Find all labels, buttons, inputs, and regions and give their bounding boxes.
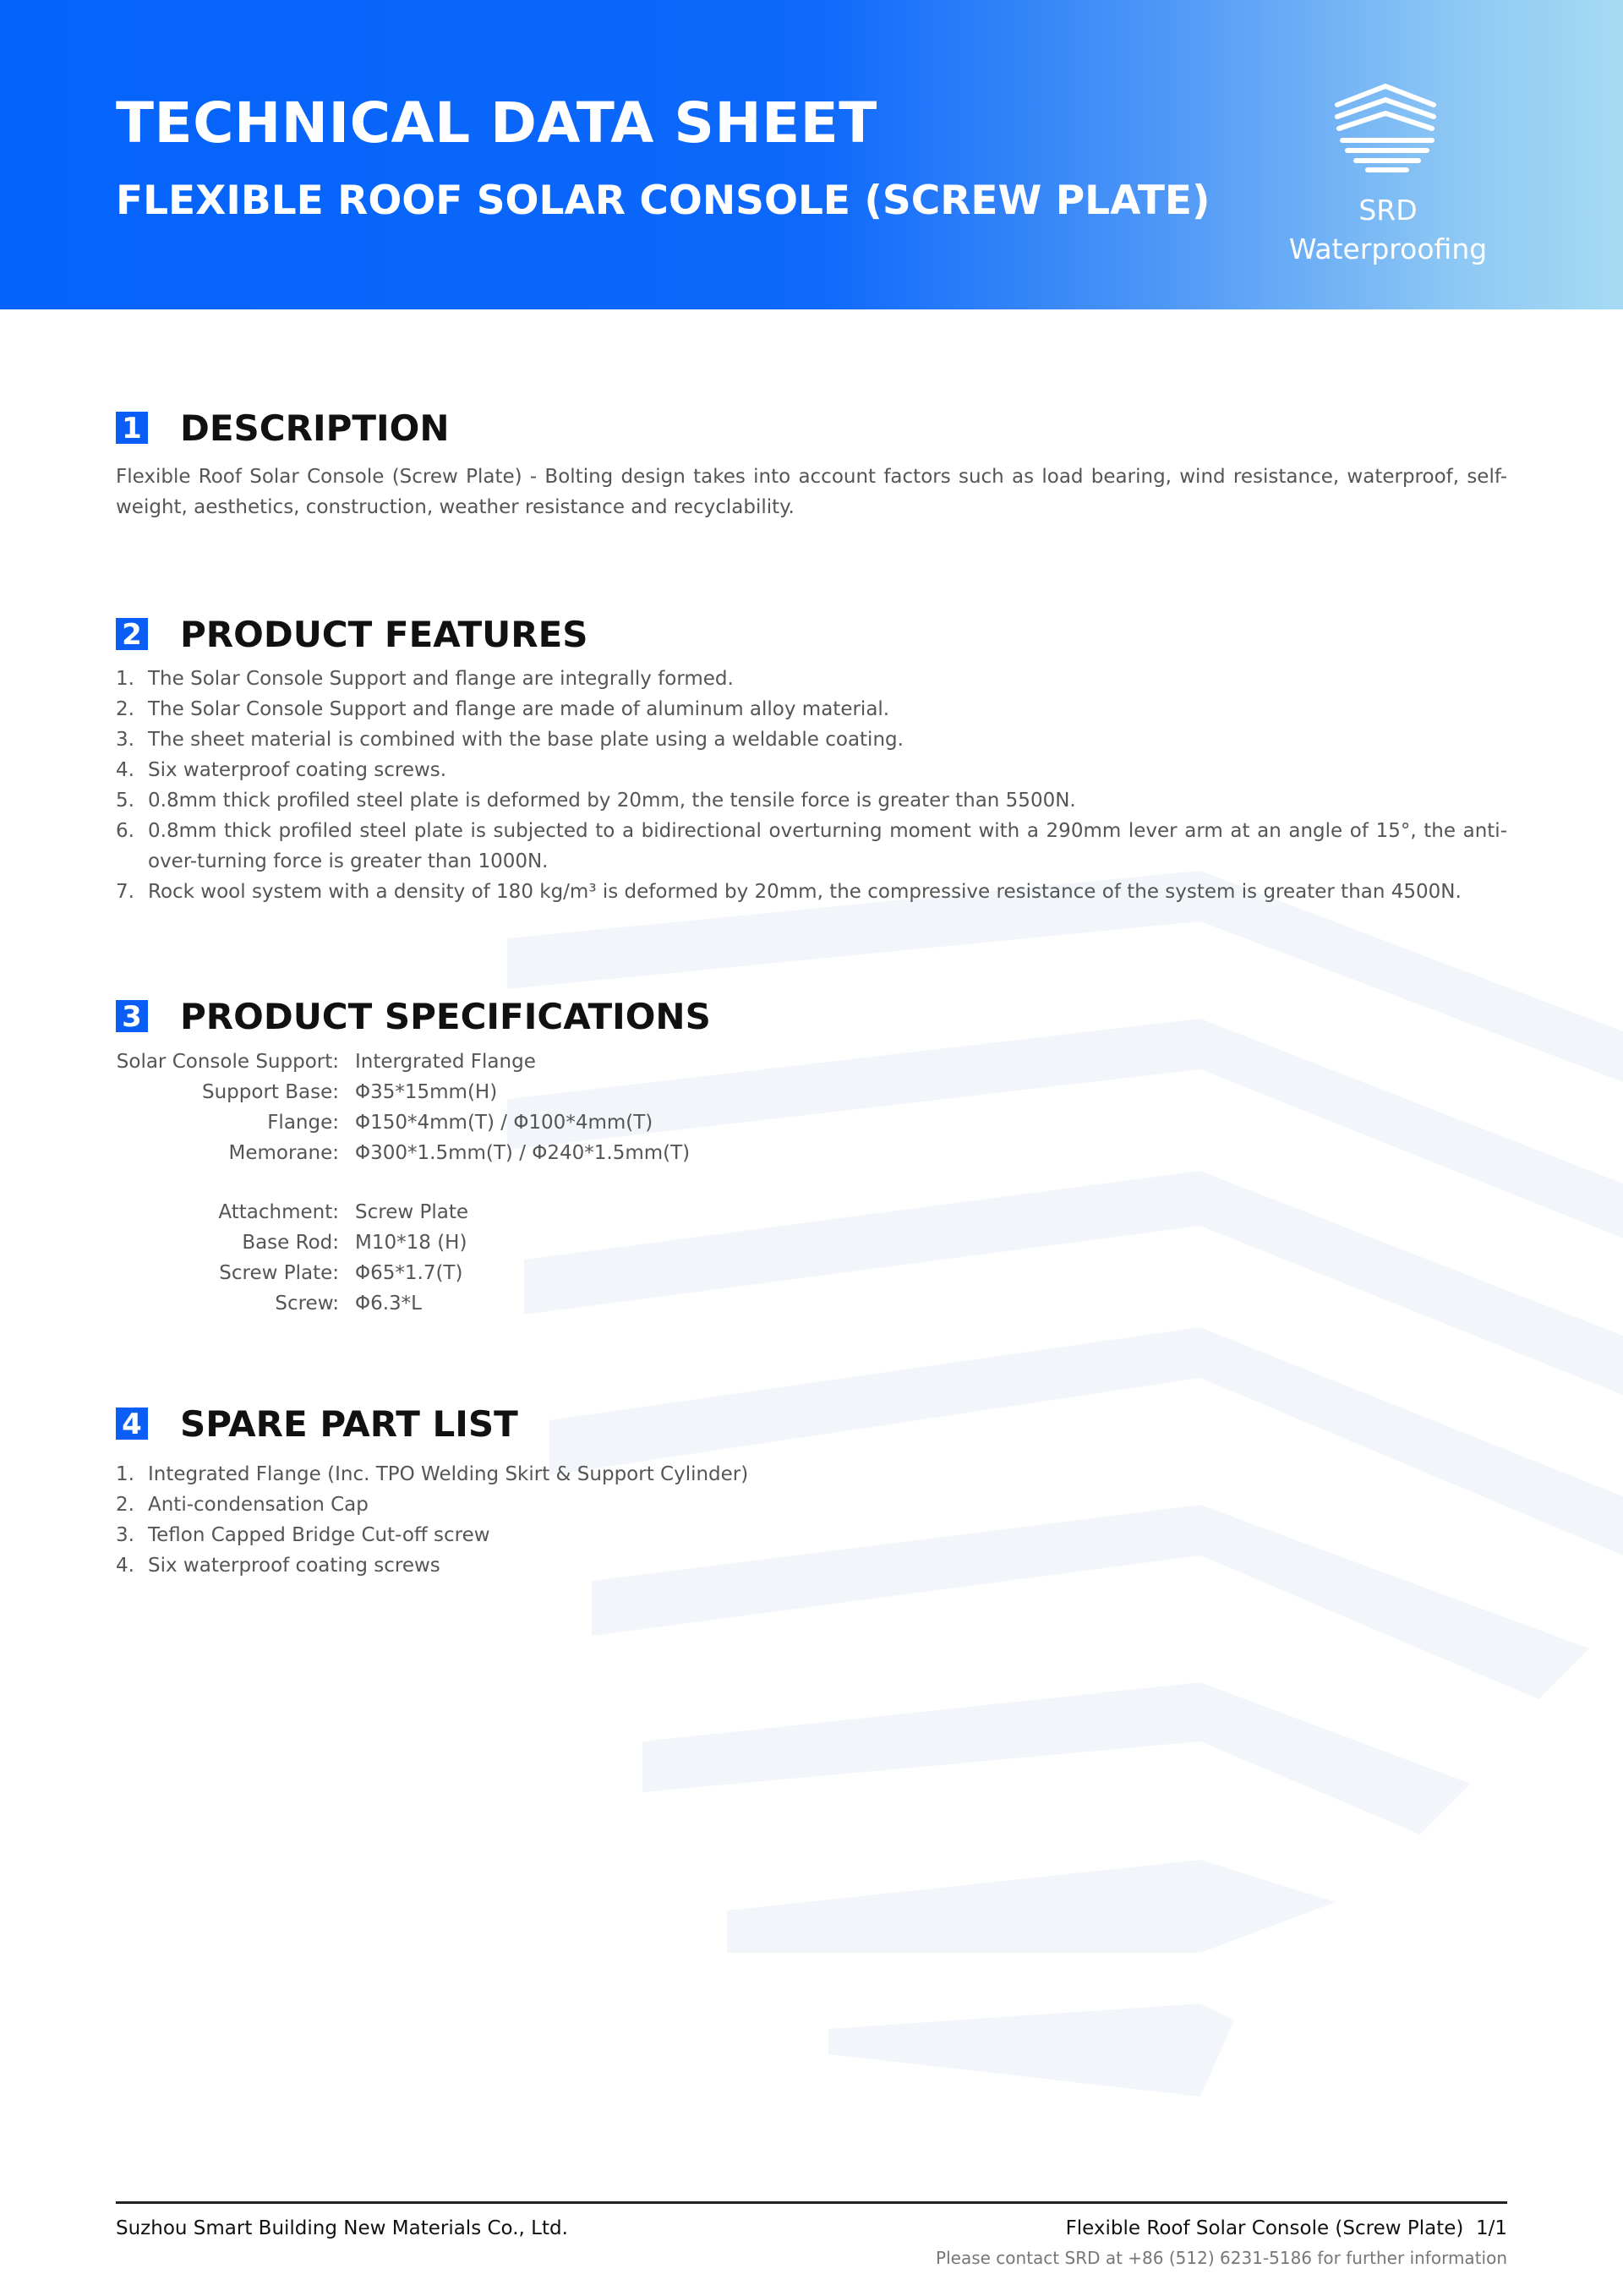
list-item bbox=[116, 755, 1507, 785]
list-text: The Solar Console Support and flange are integrally formed. bbox=[148, 668, 734, 690]
list-text: The Solar Console Support and flange are made of aluminum alloy material. bbox=[148, 698, 890, 720]
list-text: Teflon Capped Bridge Cut-off screw bbox=[148, 1524, 490, 1546]
list-number: 4. bbox=[116, 1555, 134, 1577]
list-item bbox=[116, 664, 1507, 694]
list-text: Integrated Flange (Inc. TPO Welding Skirt & Support Cylinder) bbox=[148, 1463, 749, 1485]
list-text: Anti-condensation Cap bbox=[148, 1494, 369, 1516]
header-banner bbox=[0, 0, 1623, 309]
list-text: Rock wool system with a density of 180 kg/m³ is deformed by 20mm, the compressive resistance of the system is greater than 4500N. bbox=[148, 881, 1462, 903]
spec-label: Screw Plate: bbox=[219, 1262, 339, 1284]
section-number-badge: 4 bbox=[116, 1408, 148, 1440]
section-title: SPARE PART LIST bbox=[180, 1403, 518, 1445]
spec-label: Screw: bbox=[275, 1293, 339, 1315]
spec-label: Flange: bbox=[267, 1112, 339, 1134]
spec-value: Φ65*1.7(T) bbox=[355, 1262, 463, 1284]
footer-page-number: 1/1 bbox=[1475, 2217, 1507, 2239]
list-text: Six waterproof coating screws bbox=[148, 1555, 440, 1577]
list-item bbox=[116, 694, 1507, 724]
section-number-badge: 3 bbox=[116, 1000, 148, 1032]
list-item bbox=[116, 816, 1507, 877]
list-number: 2. bbox=[116, 698, 134, 720]
list-item bbox=[116, 877, 1507, 907]
list-text: 0.8mm thick profiled steel plate is deformed by 20mm, the tensile force is greater than 5500N. bbox=[148, 790, 1076, 812]
footer-contact: Please contact SRD at +86 (512) 6231-5186 for further information bbox=[936, 2248, 1507, 2268]
spec-value: Intergrated Flange bbox=[355, 1051, 536, 1073]
spec-row bbox=[116, 1197, 1130, 1227]
section-title: DESCRIPTION bbox=[180, 407, 450, 449]
list-item bbox=[116, 724, 1507, 755]
list-number: 3. bbox=[116, 729, 134, 751]
spec-row bbox=[116, 1138, 1130, 1168]
page-subtitle: FLEXIBLE ROOF SOLAR CONSOLE (SCREW PLATE) bbox=[116, 178, 1210, 224]
spec-row bbox=[116, 1258, 1130, 1288]
list-number: 4. bbox=[116, 759, 134, 781]
section-title: PRODUCT SPECIFICATIONS bbox=[180, 996, 711, 1037]
spec-label: Support Base: bbox=[202, 1081, 339, 1103]
spec-value: Φ300*1.5mm(T) / Φ240*1.5mm(T) bbox=[355, 1142, 691, 1164]
footer-doc-name: Flexible Roof Solar Console (Screw Plate) bbox=[1065, 2217, 1464, 2239]
spare-parts-list bbox=[116, 1459, 1507, 1581]
list-text: The sheet material is combined with the base plate using a weldable coating. bbox=[148, 729, 904, 751]
list-number: 2. bbox=[116, 1494, 134, 1516]
spec-value: Φ150*4mm(T) / Φ100*4mm(T) bbox=[355, 1112, 653, 1134]
brand-name: SRD Waterproofing bbox=[1288, 194, 1488, 265]
section-title: PRODUCT FEATURES bbox=[180, 614, 588, 655]
list-item bbox=[116, 1490, 1507, 1520]
spec-label: Attachment: bbox=[218, 1201, 339, 1223]
footer-doc-info bbox=[1066, 2213, 1507, 2244]
list-number: 5. bbox=[116, 790, 134, 812]
list-number: 1. bbox=[116, 1463, 134, 1485]
section-number-badge: 2 bbox=[116, 618, 148, 650]
spec-row bbox=[116, 1227, 1130, 1258]
footer-divider bbox=[116, 2201, 1507, 2204]
list-item bbox=[116, 1459, 1507, 1490]
list-text: Six waterproof coating screws. bbox=[148, 759, 447, 781]
shield-stripes-icon bbox=[1329, 81, 1442, 179]
spec-value: M10*18 (H) bbox=[355, 1232, 467, 1254]
spec-value: Φ6.3*L bbox=[355, 1293, 422, 1315]
list-number: 7. bbox=[116, 881, 134, 903]
description-text: Flexible Roof Solar Console (Screw Plate) - Bolting design takes into account factors such as load bearing, wind resistance, waterproof, self-weight, aesthetics, construction, weather resistance and recyclability. bbox=[116, 466, 1507, 518]
spec-row bbox=[116, 1107, 1130, 1138]
spec-value: Screw Plate bbox=[355, 1201, 468, 1223]
list-item bbox=[116, 785, 1507, 816]
spec-value: Φ35*15mm(H) bbox=[355, 1081, 498, 1103]
list-text: 0.8mm thick profiled steel plate is subjected to a bidirectional overturning moment with a 290mm lever arm at an angle of 15°, the anti-over-turning force is greater than 1000N. bbox=[148, 820, 1507, 872]
spec-label: Solar Console Support: bbox=[116, 1051, 339, 1073]
spec-label: Memorane: bbox=[228, 1142, 339, 1164]
list-number: 3. bbox=[116, 1524, 134, 1546]
spec-row bbox=[116, 1288, 1130, 1319]
section-number-badge: 1 bbox=[116, 412, 148, 444]
list-number: 1. bbox=[116, 668, 134, 690]
page-title: TECHNICAL DATA SHEET bbox=[116, 90, 877, 156]
spec-row bbox=[116, 1047, 1130, 1077]
list-number: 6. bbox=[116, 820, 134, 842]
footer-company: Suzhou Smart Building New Materials Co., Ltd. bbox=[116, 2217, 568, 2239]
list-item bbox=[116, 1550, 1507, 1581]
spec-label: Base Rod: bbox=[242, 1232, 339, 1254]
list-item bbox=[116, 1520, 1507, 1550]
spec-row bbox=[116, 1077, 1130, 1107]
features-list bbox=[116, 664, 1507, 907]
